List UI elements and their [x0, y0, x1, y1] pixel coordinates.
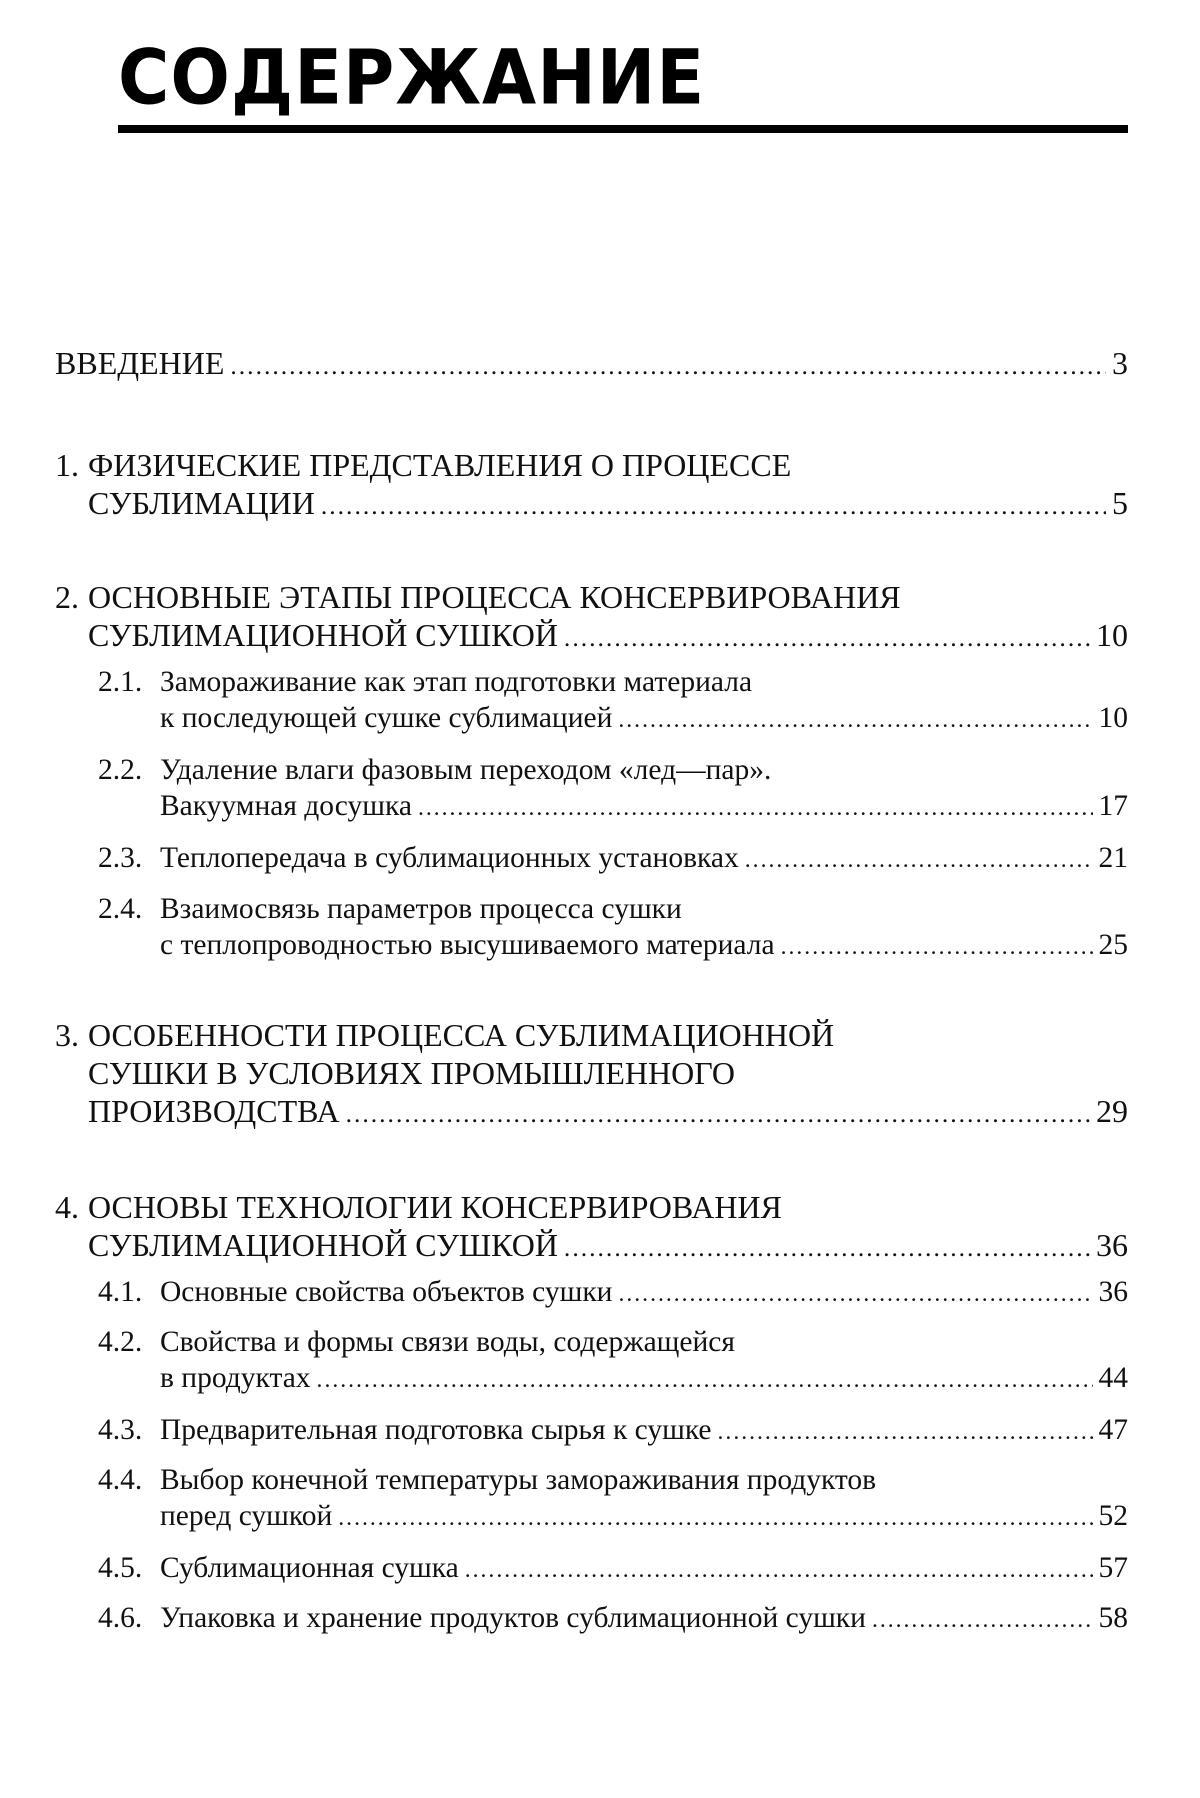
dot-leader [718, 1414, 1093, 1450]
page-number: 17 [1099, 788, 1129, 824]
title-underline [118, 125, 1128, 133]
section-number: 4.3. [98, 1412, 142, 1448]
section-number: 4.4. [98, 1462, 142, 1498]
page-number: 52 [1099, 1498, 1129, 1534]
entry-title-line-1: Взаимосвязь параметров процесса сушки [160, 893, 682, 925]
entry-title-line-1: ОСОБЕННОСТИ ПРОЦЕССА СУБЛИМАЦИОННОЙ [88, 1017, 834, 1053]
dot-leader [338, 1500, 1092, 1536]
entry-title-line-2: перед сушкой [160, 1498, 332, 1534]
toc-entry-4-3[interactable] [0, 1412, 1200, 1448]
toc-entry-4-5[interactable] [0, 1550, 1200, 1586]
page-number: 29 [1096, 1092, 1128, 1130]
page-number: 3 [1112, 344, 1128, 382]
page-number: 47 [1099, 1412, 1129, 1448]
page-number: 57 [1099, 1550, 1129, 1586]
toc-entry-intro[interactable] [0, 344, 1200, 382]
toc-entry-4-6[interactable] [0, 1600, 1200, 1636]
entry-title-line-1: ОСНОВЫ ТЕХНОЛОГИИ КОНСЕРВИРОВАНИЯ [88, 1189, 782, 1225]
toc-entry-2-4[interactable] [0, 891, 1200, 963]
page-number: 36 [1099, 1274, 1129, 1310]
entry-title-line-1: Замораживание как этап подготовки материала [160, 666, 752, 698]
entry-title-line-2: СУБЛИМАЦИОННОЙ СУШКОЙ [88, 616, 558, 654]
entry-title-line-1: ФИЗИЧЕСКИЕ ПРЕДСТАВЛЕНИЯ О ПРОЦЕССЕ [88, 447, 791, 483]
section-number: 2.2. [98, 752, 142, 788]
page-number: 44 [1099, 1360, 1129, 1396]
section-number: 2.3. [98, 840, 142, 876]
entry-title: Сублимационная сушка [160, 1550, 459, 1586]
dot-leader [317, 1362, 1093, 1398]
dot-leader [230, 347, 1106, 385]
page-title: СОДЕРЖАНИЕ [118, 40, 705, 116]
section-number: 2.1. [98, 664, 142, 700]
entry-title: ВВЕДЕНИЕ [55, 344, 224, 382]
entry-title-line-1: Свойства и формы связи воды, содержащейся [160, 1326, 735, 1358]
section-number: 4.5. [98, 1550, 142, 1586]
page-number: 36 [1096, 1226, 1128, 1264]
entry-title-line-1: Выбор конечной температуры замораживания продуктов [160, 1464, 876, 1496]
entry-title-line-1: Удаление влаги фазовым переходом «лед—пар». [160, 754, 771, 786]
entry-title-line-2: СУБЛИМАЦИИ [88, 484, 315, 522]
page-number: 25 [1099, 927, 1129, 963]
toc-entry-4[interactable] [0, 1188, 1200, 1264]
section-number: 4. [55, 1188, 79, 1226]
dot-leader [781, 929, 1093, 965]
section-number: 1. [55, 446, 79, 484]
toc-entry-2-1[interactable] [0, 664, 1200, 736]
dot-leader [418, 790, 1093, 826]
entry-title-line-1: ОСНОВНЫЕ ЭТАПЫ ПРОЦЕССА КОНСЕРВИРОВАНИЯ [88, 579, 901, 615]
toc-entry-4-1[interactable] [0, 1274, 1200, 1310]
entry-title-line-2: к последующей сушке сублимацией [160, 700, 612, 736]
entry-title: Предварительная подготовка сырья к сушке [160, 1412, 712, 1448]
dot-leader [618, 1276, 1092, 1312]
page-number: 58 [1099, 1600, 1129, 1636]
entry-title: Упаковка и хранение продуктов сублимационной сушки [160, 1600, 866, 1636]
dot-leader [745, 842, 1093, 878]
toc-page [0, 0, 1200, 1798]
page-number: 10 [1099, 700, 1129, 736]
section-number: 2. [55, 578, 79, 616]
dot-leader [564, 619, 1090, 657]
toc-entry-1[interactable] [0, 446, 1200, 522]
section-number: 4.6. [98, 1600, 142, 1636]
entry-title: Теплопередача в сублимационных установках [160, 840, 739, 876]
entry-title-line-3: ПРОИЗВОДСТВА [88, 1092, 340, 1130]
toc-entry-4-2[interactable] [0, 1324, 1200, 1396]
toc-entry-2-3[interactable] [0, 840, 1200, 876]
toc-entry-2-2[interactable] [0, 752, 1200, 824]
dot-leader [564, 1229, 1090, 1267]
section-number: 3. [55, 1016, 79, 1054]
dot-leader [465, 1552, 1093, 1588]
toc-entry-4-4[interactable] [0, 1462, 1200, 1534]
toc-entry-2[interactable] [0, 578, 1200, 654]
dot-leader [618, 702, 1092, 738]
section-number: 4.1. [98, 1274, 142, 1310]
page-number: 5 [1112, 484, 1128, 522]
page-number: 21 [1099, 840, 1129, 876]
section-number: 2.4. [98, 891, 142, 927]
toc-entry-3[interactable] [0, 1016, 1200, 1130]
section-number: 4.2. [98, 1324, 142, 1360]
entry-title-line-2: Вакуумная досушка [160, 788, 412, 824]
dot-leader [321, 487, 1106, 525]
entry-title: Основные свойства объектов сушки [160, 1274, 612, 1310]
entry-title-line-2: СУШКИ В УСЛОВИЯХ ПРОМЫШЛЕННОГО [88, 1055, 735, 1091]
dot-leader [346, 1095, 1090, 1133]
entry-title-line-2: СУБЛИМАЦИОННОЙ СУШКОЙ [88, 1226, 558, 1264]
page-number: 10 [1096, 616, 1128, 654]
entry-title-line-2: в продуктах [160, 1360, 311, 1396]
dot-leader [872, 1602, 1093, 1638]
entry-title-line-2: с теплопроводностью высушиваемого материала [160, 927, 775, 963]
